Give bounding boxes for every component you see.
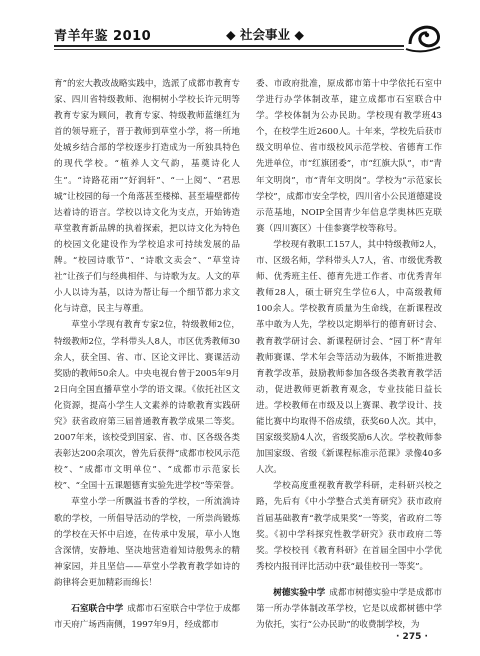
right-paragraph-4 <box>256 585 442 633</box>
left-paragraph-2: 草堂小学现有教育专家2位，特级教师2位，特级教师2位，学科带头人8人，市区优秀教师30余人，获全国、省、市、区论文评比、赛课活动奖励的教师50余人。中央电视台曾于2005年9月2日向全国直播草堂小学的语文课。《依托社区文化资源，提高小学生人文素养的诗歌教育实践研究》获省政府第三届普通教育教学成果二等奖。2007年来，该校受到国家、省、市、区各级各类表彰达200余项次，曾先后获得“成都市校风示范校”、“成都市文明单位”、“成都市示范家长校”、“全国十五课题德育实验先进学校”等荣誉。 <box>54 320 240 492</box>
school-heading-shude: 树德实验中学 <box>273 587 326 598</box>
right-paragraph-4-text: 成都市树德实验中学是成都市第一所办学体制改革学校，它是以成都树德中学为依托，实行“公办民助”的收费制学校，为 <box>256 587 442 631</box>
left-column <box>54 76 240 631</box>
swirl-ornament-icon <box>404 16 444 56</box>
school-heading-shishi: 石室联合中学 <box>71 604 124 614</box>
left-paragraph-1: 育”的宏大教改战略实践中，选派了成都市教育专家、四川省特级教师、泡桐树小学校长许元明等教育专家为顾问，教育专家、特级教师蓝继红为首的领导班子，晋于教师到草堂小学，将一所地处城乡结合部的学校逐步打造成为一所独具特色的现代学校。“植养人文气韵，基奠诗化人生”。“诗路花雨”“好润轩”、“一上阅”、“君思城”让校园的每一个角落甚至楼梯、甚至墙壁都传达着诗的语言。学校以诗文化为支点，开始铸造草堂教育新品牌的执着探索，把以诗文化为特色的校园文化建设作为学校追求可持续发展的品牌。“校园诗歌节”、“诗歌文卖会”、“草堂诗社”让孩子们与经典相伴、与诗歌为友。人文的草小人以诗为基，以诗为帮让每一个细节都力求文化与诗意，民主与尊重。 <box>54 79 240 315</box>
header-rule-thin <box>54 49 404 50</box>
right-paragraph-1: 委、市政府批准，原成都市第十中学依托石室中学进行办学体制改革，建立成都市石室联合中学。学校体制为公办民助。学校现有教学班43个，在校学生近2600人。十年来，学校先后获市级文明单位、省市级校风示范学校、省德育工作先进单位，市“红旗团委”，市“红旗大队”，市“青年文明岗”，市“青年文明岗”。学校为“示范家长学校”，成都市安全学校，四川省小公民道德建设示范基地，NOIP全国青少年信息学奥林匹克联赛（四川赛区）十佳参赛学校等称号。 <box>256 79 442 234</box>
right-paragraph-2: 学校现有教职工157人，其中特级教师2人，市、区级名师，学科带头人7人，省、市级优秀教师、优秀班主任、德育先进工作者、市优秀青年教师28人，硕士研究生学位6人，中高级教师100余人。学校教育质量为生命线，在新课程改革中敢为人先，学校以定期举行的德育研讨会、教育教学研讨会、新课程研讨会、“园丁杯”青年教师赛课、学术年会等活动为载体，不断推进教育教学改革，鼓励教师参加各级各类教育教学活动，促进教师更新教育观念，专业技能日益长进。学校教师在市级及以上赛课、教学设计、技能比赛中均取得不俗成绩，获奖60人次。其中，国家级奖励4人次，省级奖励6人次。学校教师参加国家级、省级《新课程标准示范课》录像40多人次。 <box>256 239 442 476</box>
page-header <box>0 0 480 62</box>
right-paragraph-3: 学校高度重视教育教学科研，走科研兴校之路，先后有《中小学整合式美育研究》获市政府首届基础教育“教学成果奖”一等奖，省政府二等奖。《初中学科探究性教学研究》获市政府二等奖。学校校刊《教育科研》在首届全国中小学优秀校内报刊评比活动中获“最佳校刊一等奖”。 <box>256 481 442 572</box>
paragraph-gap <box>256 575 442 585</box>
header-rule-thick <box>54 45 404 47</box>
yearbook-title: 青羊年鉴 2010 <box>54 29 152 44</box>
right-column <box>256 76 442 631</box>
section-title: ◆ 社会事业 ◆ <box>226 27 304 42</box>
left-paragraph-3: 草堂小学一所飘溢书香的学校，一所流淌诗歌的学校，一所倡导活动的学校，一所崇尚锻炼的学校在天怀中启迹，在传承中发展，草小人饱含深情，安静地、坚决地营造着知诗般隽永的精神家园，并且坚信——草堂小学教育教学如诗的韵律将会更加精彩而绵长！ <box>54 497 240 588</box>
left-paragraph-4-text: 成都市石室联合中学位于成都市天府广场西南侧，1997年9月，经成都市 <box>54 604 240 631</box>
page-number: · 275 · <box>396 632 428 642</box>
left-paragraph-4 <box>54 601 240 633</box>
paragraph-gap <box>54 591 240 601</box>
